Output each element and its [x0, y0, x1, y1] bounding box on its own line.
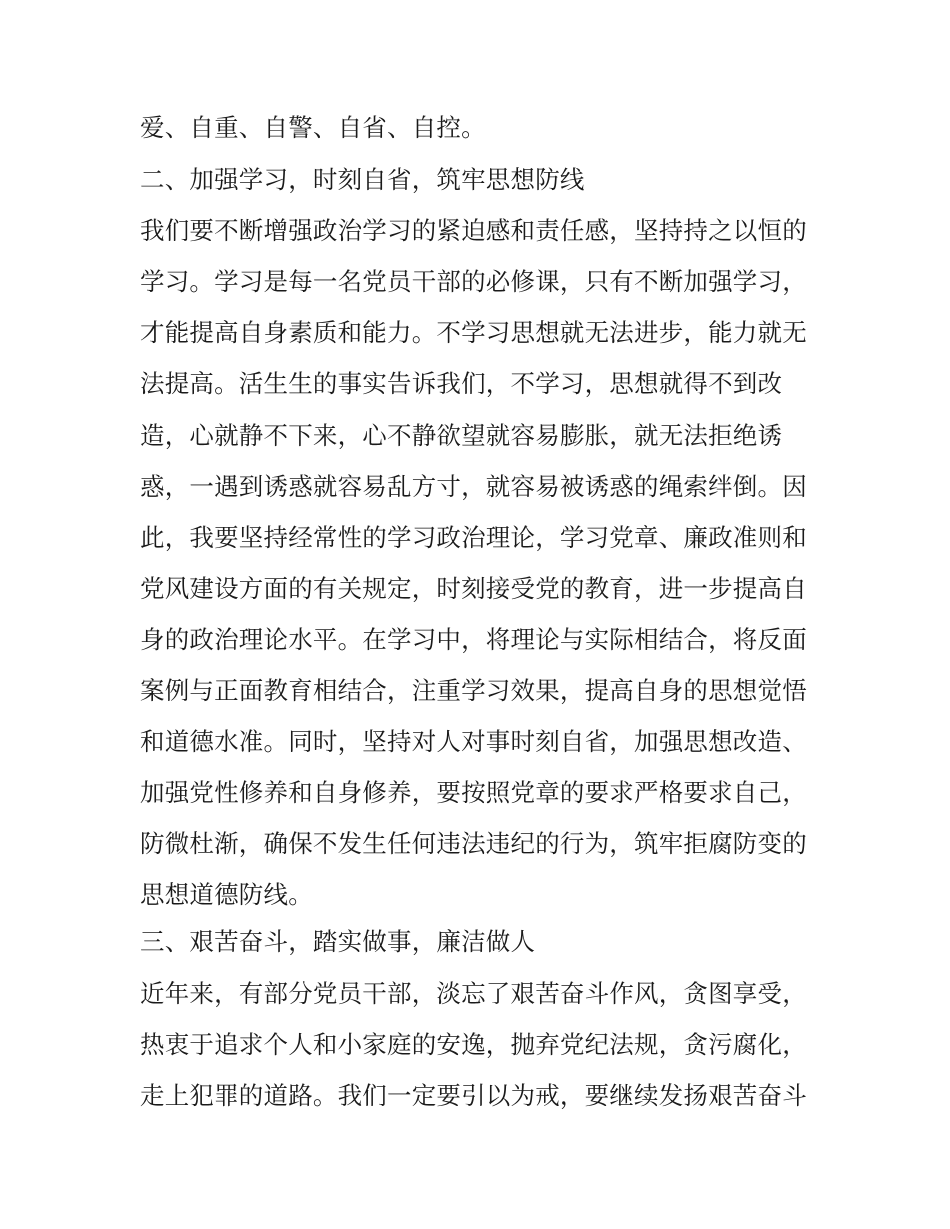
text-line: 身的政治理论水平。在学习中，将理论与实际相结合，将反面	[140, 625, 807, 654]
text-line: 造，心就静不下来，心不静欲望就容易膨胀，就无法拒绝诱	[140, 421, 783, 450]
text-line: 我们要不断增强政治学习的紧迫感和责任感，坚持持之以恒的	[140, 216, 807, 245]
section-heading: 二、加强学习，时刻自省，筑牢思想防线	[140, 165, 585, 194]
text-line: 走上犯罪的道路。我们一定要引以为戒，要继续发扬艰苦奋斗	[140, 1081, 807, 1110]
text-line: 热衷于追求个人和小家庭的安逸，抛弃党纪法规，贪污腐化，	[140, 1030, 807, 1059]
text-line: 加强党性修养和自身修养，要按照党章的要求严格要求自己，	[140, 778, 807, 807]
text-line: 案例与正面教育相结合，注重学习效果，提高自身的思想觉悟	[140, 676, 807, 705]
text-line: 防微杜渐，确保不发生任何违法违纪的行为，筑牢拒腐防变的	[140, 829, 807, 858]
text-line: 近年来，有部分党员干部，淡忘了艰苦奋斗作风，贪图享受，	[140, 979, 807, 1008]
text-line: 和道德水准。同时，坚持对人对事时刻自省，加强思想改造、	[140, 727, 807, 756]
section-heading: 三、艰苦奋斗，踏实做事，廉洁做人	[140, 927, 536, 956]
text-line: 学习。学习是每一名党员干部的必修课，只有不断加强学习，	[140, 267, 807, 296]
text-line: 思想道德防线。	[140, 880, 313, 909]
text-line: 法提高。活生生的事实告诉我们，不学习，思想就得不到改	[140, 369, 783, 398]
text-line: 党风建设方面的有关规定，时刻接受党的教育，进一步提高自	[140, 574, 807, 603]
text-line: 才能提高自身素质和能力。不学习思想就无法进步，能力就无	[140, 318, 807, 347]
text-line: 此，我要坚持经常性的学习政治理论，学习党章、廉政准则和	[140, 523, 807, 552]
text-line: 惑，一遇到诱惑就容易乱方寸，就容易被诱惑的绳索绊倒。因	[140, 472, 807, 501]
text-line: 爱、自重、自警、自省、自控。	[140, 113, 486, 142]
